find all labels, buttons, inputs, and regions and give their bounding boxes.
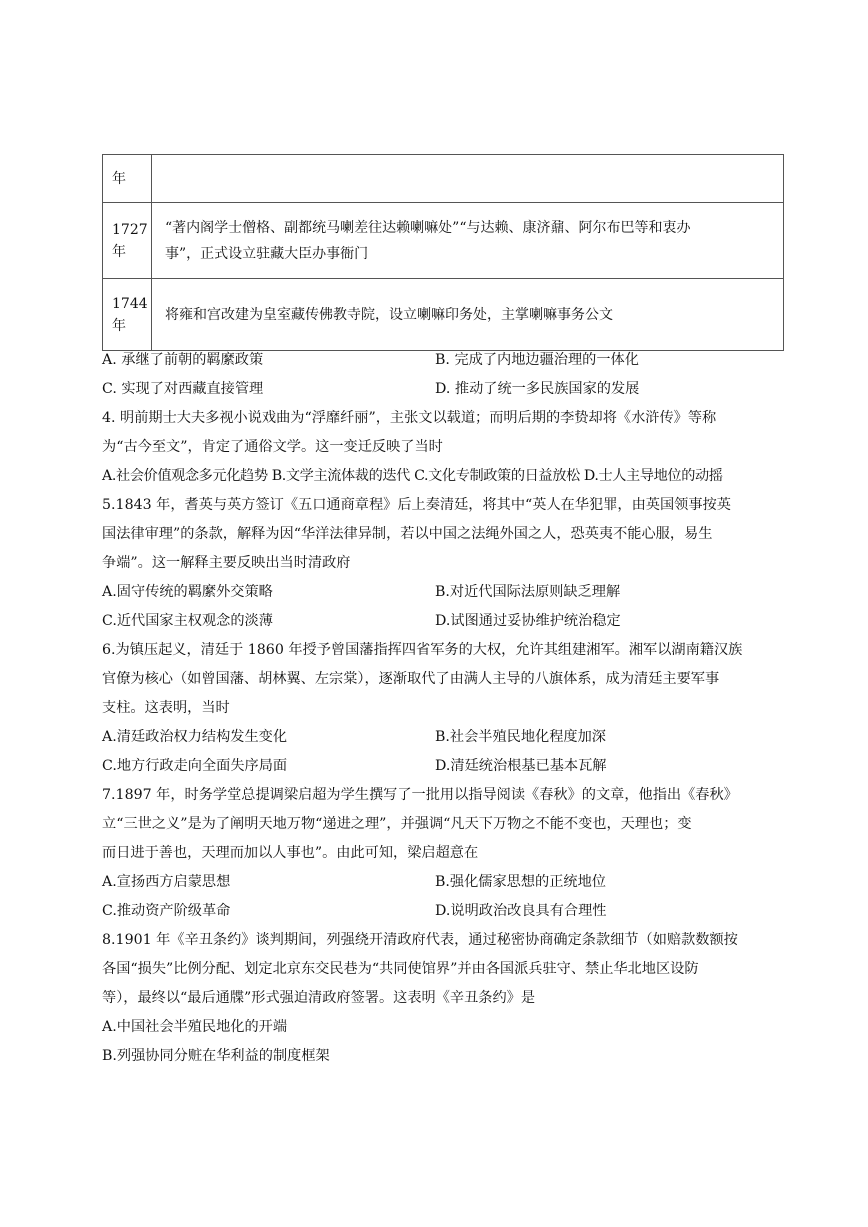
q5-stem-line: 国法律审理”的条款，解释为因“华洋法律异制，若以中国之法绳外国之人，恐英夷不能心服，易生 <box>102 526 713 542</box>
chronology-table <box>102 154 784 351</box>
year-cell: 1727年 <box>103 203 152 279</box>
q7-stem-line: 而日进于善也，天理而加以人事也”。由此可知，梁启超意在 <box>102 845 479 861</box>
q8-stem-line: 8.1901 年《辛丑条约》谈判期间，列强绕开清政府代表，通过秘密协商确定条款细节（如赔款数额按 <box>102 932 738 948</box>
q6-option-b: B.社会半殖民地化程度加深 <box>435 729 606 745</box>
q8-option-b: B.列强协同分赃在华利益的制度框架 <box>102 1048 330 1064</box>
q5-option-d: D.试图通过妥协维护统治稳定 <box>435 613 621 629</box>
q7-option-d: D.说明政治改良具有合理性 <box>435 903 607 919</box>
table-row <box>103 279 784 351</box>
q7-option-a: A.宣扬西方启蒙思想 <box>102 874 231 890</box>
q8-stem-line: 等），最终以“最后通牒”形式强迫清政府签署。这表明《辛丑条约》是 <box>102 990 536 1006</box>
q5-option-a: A.固守传统的羁縻外交策略 <box>102 584 273 600</box>
year-cell: 1744年 <box>103 279 152 351</box>
q5-option-b: B.对近代国际法原则缺乏理解 <box>435 584 621 600</box>
q8-stem-line: 各国“损失”比例分配、划定北京东交民巷为“共同使馆界”并由各国派兵驻守、禁止华北地区设防 <box>102 961 699 977</box>
q4-stem-line: 为“古今至文”，肯定了通俗文学。这一变迁反映了当时 <box>102 439 443 455</box>
event-cell: 将雍和宫改建为皇室藏传佛教寺院，设立喇嘛印务处，主掌喇嘛事务公文 <box>152 279 784 351</box>
q5-stem-line: 争端”。这一解释主要反映出当时清政府 <box>102 555 351 571</box>
event-text-line: “著内阁学士僧格、副都统马喇差往达赖喇嘛处”“与达赖、康济鼐、阿尔布巴等和衷办 <box>165 219 691 236</box>
q8-option-a: A.中国社会半殖民地化的开端 <box>102 1019 288 1035</box>
table-row <box>103 203 784 279</box>
q4-stem-line: 4. 明前期士大夫多视小说戏曲为“浮靡纤丽”，主张文以载道；而明后期的李贽却将《水浒传》等称 <box>102 410 717 426</box>
q7-stem-line: 立“三世之义”是为了阐明天地万物“递进之理”，并强调“凡天下万物之不能不变也，天理也；变 <box>102 816 692 832</box>
q7-option-c: C.推动资产阶级革命 <box>102 903 231 919</box>
q3-option-d: D. 推动了统一多民族国家的发展 <box>435 381 640 397</box>
q6-option-a: A.清廷政治权力结构发生变化 <box>102 729 288 745</box>
q6-stem-line: 支柱。这表明，当时 <box>102 700 230 716</box>
q3-option-a: A. 承继了前朝的羁縻政策 <box>102 352 264 368</box>
event-cell <box>152 155 784 203</box>
table-row <box>103 155 784 203</box>
year-cell: 年 <box>103 155 152 203</box>
q3-option-b: B. 完成了内地边疆治理的一体化 <box>435 352 639 368</box>
q6-option-d: D.清廷统治根基已基本瓦解 <box>435 758 607 774</box>
event-cell <box>152 203 784 279</box>
q3-option-c: C. 实现了对西藏直接管理 <box>102 381 264 397</box>
q7-stem-line: 7.1897 年，时务学堂总提调梁启超为学生撰写了一批用以指导阅读《春秋》的文章，他指出《春秋》 <box>102 787 738 803</box>
q4-options: A.社会价值观念多元化趋势 B.文学主流体裁的迭代 C.文化专制政策的日益放松 D.士人主导地位的动摇 <box>102 468 723 484</box>
q5-option-c: C.近代国家主权观念的淡薄 <box>102 613 273 629</box>
q7-option-b: B.强化儒家思想的正统地位 <box>435 874 606 890</box>
q6-option-c: C.地方行政走向全面失序局面 <box>102 758 288 774</box>
event-text-line: 事”，正式设立驻藏大臣办事衙门 <box>165 245 369 262</box>
q6-stem-line: 6.为镇压起义，清廷于 1860 年授予曾国藩指挥四省军务的大权，允许其组建湘军。湘军以湖南籍汉族 <box>102 642 743 658</box>
q5-stem-line: 5.1843 年，耆英与英方签订《五口通商章程》后上奏清廷，将其中“英人在华犯罪，由英国领事按英 <box>102 497 731 513</box>
q6-stem-line: 官僚为核心（如曾国藩、胡林翼、左宗棠），逐渐取代了由满人主导的八旗体系，成为清廷主要军事 <box>102 671 720 687</box>
